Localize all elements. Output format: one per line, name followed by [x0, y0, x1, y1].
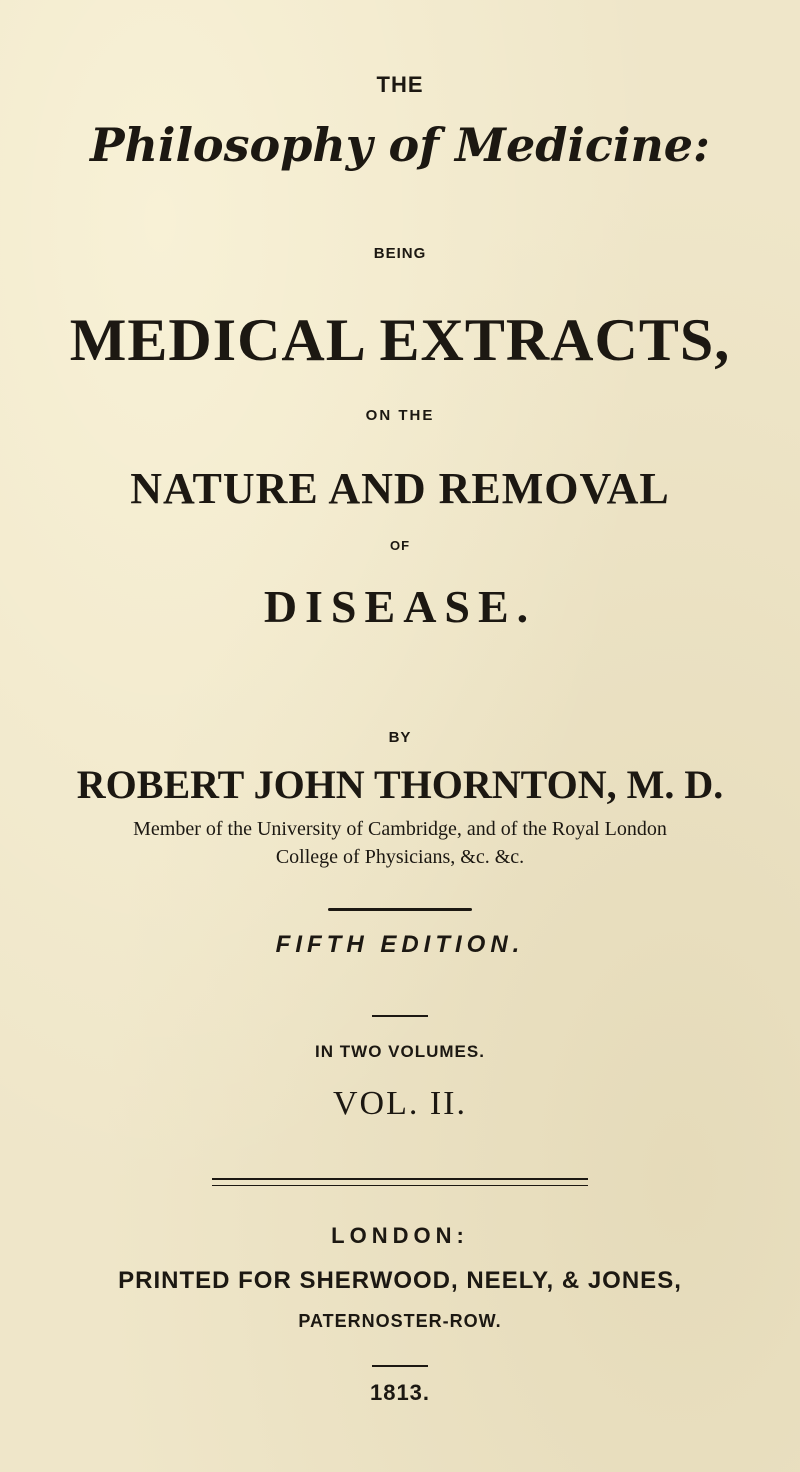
on-the-label: ON THE	[365, 407, 435, 424]
ornamental-rule	[328, 908, 472, 911]
imprint-place: LONDON:	[331, 1223, 469, 1248]
by-label: BY	[388, 729, 412, 746]
volumes-label: IN TWO VOLUMES.	[315, 1042, 485, 1061]
short-rule	[372, 1015, 428, 1017]
imprint-address: PATERNOSTER-ROW.	[298, 1311, 502, 1331]
author-affiliation-line1: Member of the University of Cambridge, and of the Royal London	[133, 818, 667, 840]
subject-title: DISEASE.	[263, 581, 537, 632]
heading-the: THE	[376, 72, 424, 97]
being-label: BEING	[373, 245, 427, 262]
double-rule	[212, 1178, 588, 1186]
main-title: MEDICAL EXTRACTS,	[69, 307, 731, 373]
volume-number: VOL. II.	[332, 1085, 468, 1122]
of-label: OF	[389, 538, 411, 553]
subtitle: NATURE AND REMOVAL	[130, 464, 670, 513]
author-name: ROBERT JOHN THORNTON, M. D.	[76, 762, 724, 807]
blackletter-title: Philosophy of Medicine:	[89, 118, 711, 172]
short-rule-bottom	[372, 1365, 428, 1367]
author-affiliation-line2: College of Physicians, &c. &c.	[275, 846, 525, 868]
edition-label: FIFTH EDITION.	[275, 931, 525, 958]
imprint-printer: PRINTED FOR SHERWOOD, NEELY, & JONES,	[118, 1267, 682, 1294]
imprint-year: 1813.	[369, 1380, 431, 1405]
